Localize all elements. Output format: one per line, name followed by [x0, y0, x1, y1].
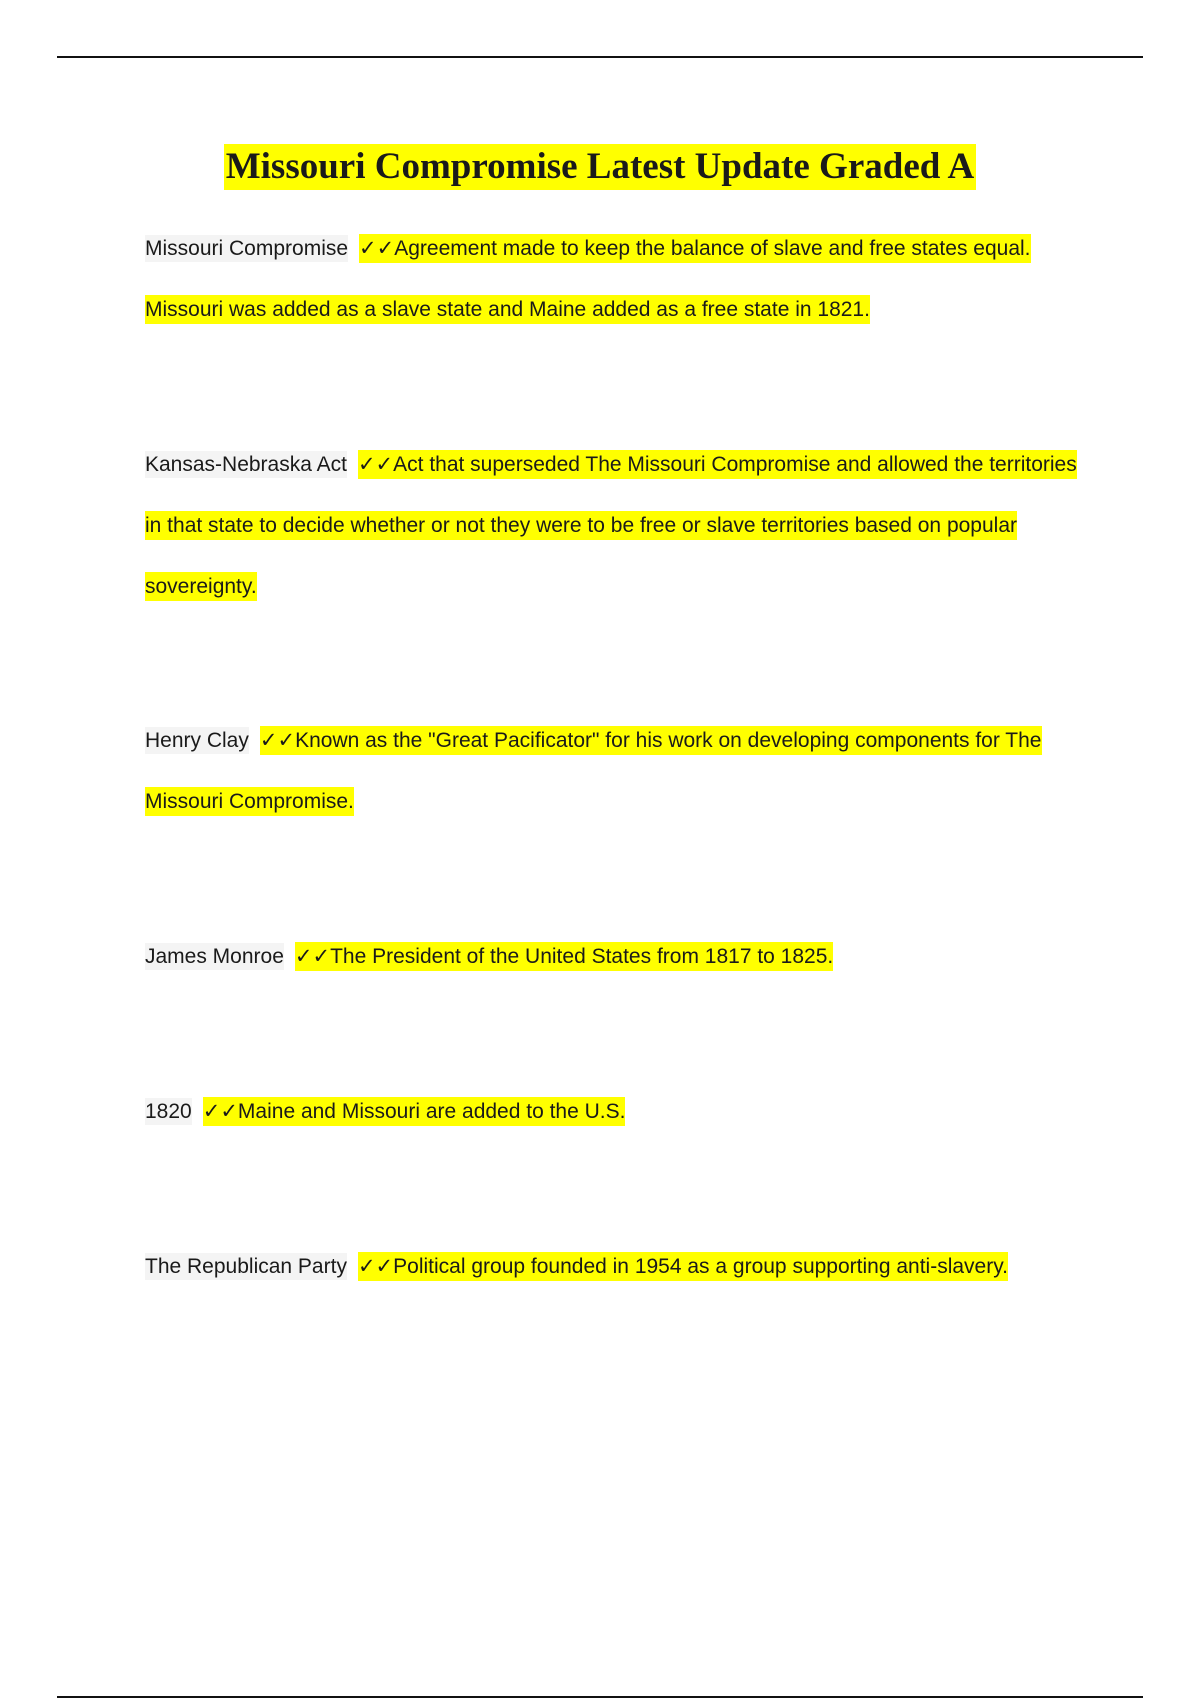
definition-text: Act that superseded The Missouri Compromise and allowed the territories in that state to decide whether or not they were to be free or slave territories based on popular sovereignty.: [145, 453, 1077, 598]
checkmark-icon: ✓✓: [202, 1100, 238, 1123]
checkmark-icon: ✓✓: [294, 945, 331, 968]
entry-republican-party: [145, 1236, 1085, 1297]
document-title: Missouri Compromise Latest Update Graded A: [224, 144, 977, 190]
entry-term: James Monroe: [145, 945, 284, 968]
checkmark-icon: ✓✓: [259, 729, 296, 752]
entry-1820: [145, 1081, 1085, 1142]
entry-missouri-compromise: [145, 218, 1085, 340]
entry-definition: [203, 1097, 626, 1126]
entry-henry-clay: [145, 710, 1085, 832]
entry-definition: [295, 942, 833, 971]
definition-text: Known as the "Great Pacificator" for his work on developing components for The Missouri Compromise.: [145, 729, 1042, 813]
entry-term: Kansas-Nebraska Act: [145, 453, 347, 476]
entry-james-monroe: [145, 926, 1085, 987]
top-rule: [57, 56, 1143, 58]
entry-term: 1820: [145, 1100, 192, 1123]
definition-text: The President of the United States from 1817 to 1825.: [330, 945, 834, 968]
entry-term: Missouri Compromise: [145, 237, 349, 260]
entry-term: Henry Clay: [145, 729, 249, 752]
checkmark-icon: ✓✓: [357, 453, 394, 476]
definition-text: Political group founded in 1954 as a group supporting anti-slavery.: [393, 1255, 1008, 1278]
title-container: [0, 144, 1200, 190]
bottom-rule: [57, 1696, 1143, 1698]
entry-kansas-nebraska-act: [145, 434, 1085, 617]
entry-definition: [358, 1252, 1008, 1281]
definition-text: Maine and Missouri are added to the U.S.: [237, 1100, 626, 1123]
entry-definition: [145, 726, 1042, 816]
entry-term: The Republican Party: [145, 1255, 347, 1278]
checkmark-icon: ✓✓: [357, 1255, 394, 1278]
checkmark-icon: ✓✓: [359, 237, 395, 260]
definition-text: Agreement made to keep the balance of slave and free states equal. Missouri was added as a slave state and Maine added as a free state in 1821.: [145, 237, 1031, 321]
